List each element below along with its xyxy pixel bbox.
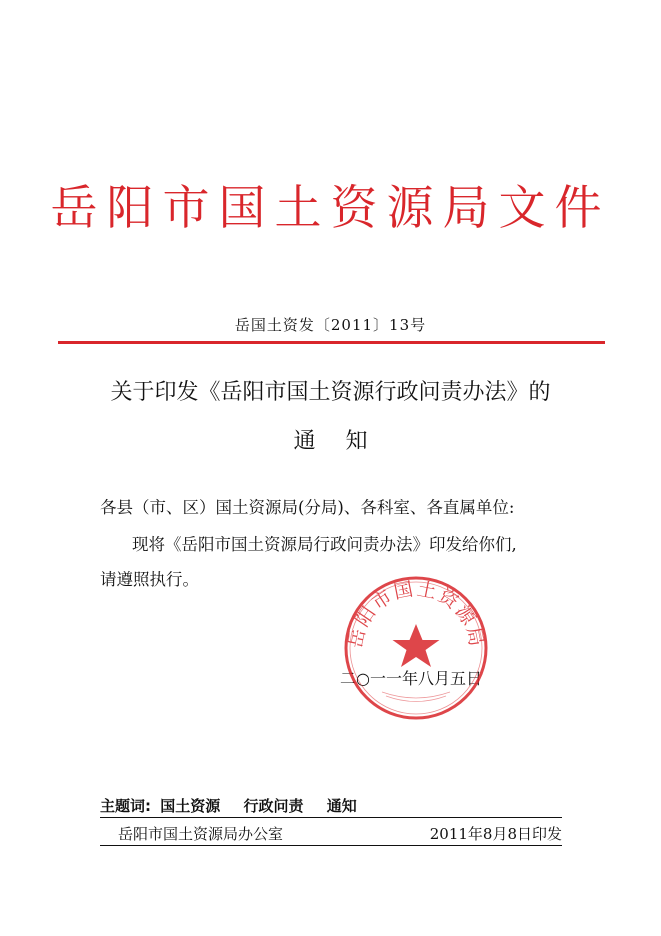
printing-info-line <box>100 823 562 846</box>
subject-keyword: 国土资源 <box>160 797 221 815</box>
notice-title-line-1: 关于印发《岳阳市国土资源行政问责办法》的 <box>110 380 551 405</box>
svg-text:岳阳市国土资源局: 岳阳市国土资源局 <box>344 577 488 650</box>
subject-keywords-line <box>100 795 562 818</box>
issuing-authority-header: 岳阳市国土资源局文件 <box>50 181 611 236</box>
subject-keyword: 通知 <box>326 797 357 815</box>
red-divider-line <box>58 341 605 344</box>
body-text-line-1: 现将《岳阳市国土资源局行政问责办法》印发给你们, <box>132 535 517 554</box>
subject-keyword: 行政问责 <box>243 797 304 815</box>
print-date: 2011年8月8日印发 <box>429 825 562 843</box>
body-text-line-2: 请遵照执行。 <box>100 570 199 589</box>
issue-date: 二○一一年八月五日 <box>340 669 482 688</box>
subject-label: 主题词: <box>100 797 151 815</box>
document-number: 岳国土资发〔2011〕13号 <box>234 316 427 334</box>
notice-title-line-2: 通知 <box>293 429 398 454</box>
issuing-office: 岳阳市国土资源局办公室 <box>118 825 284 843</box>
seal-star <box>393 624 440 667</box>
addressee-line: 各县（市、区）国土资源局(分局)、各科室、各直属单位: <box>100 498 515 517</box>
official-seal-icon <box>342 574 490 722</box>
